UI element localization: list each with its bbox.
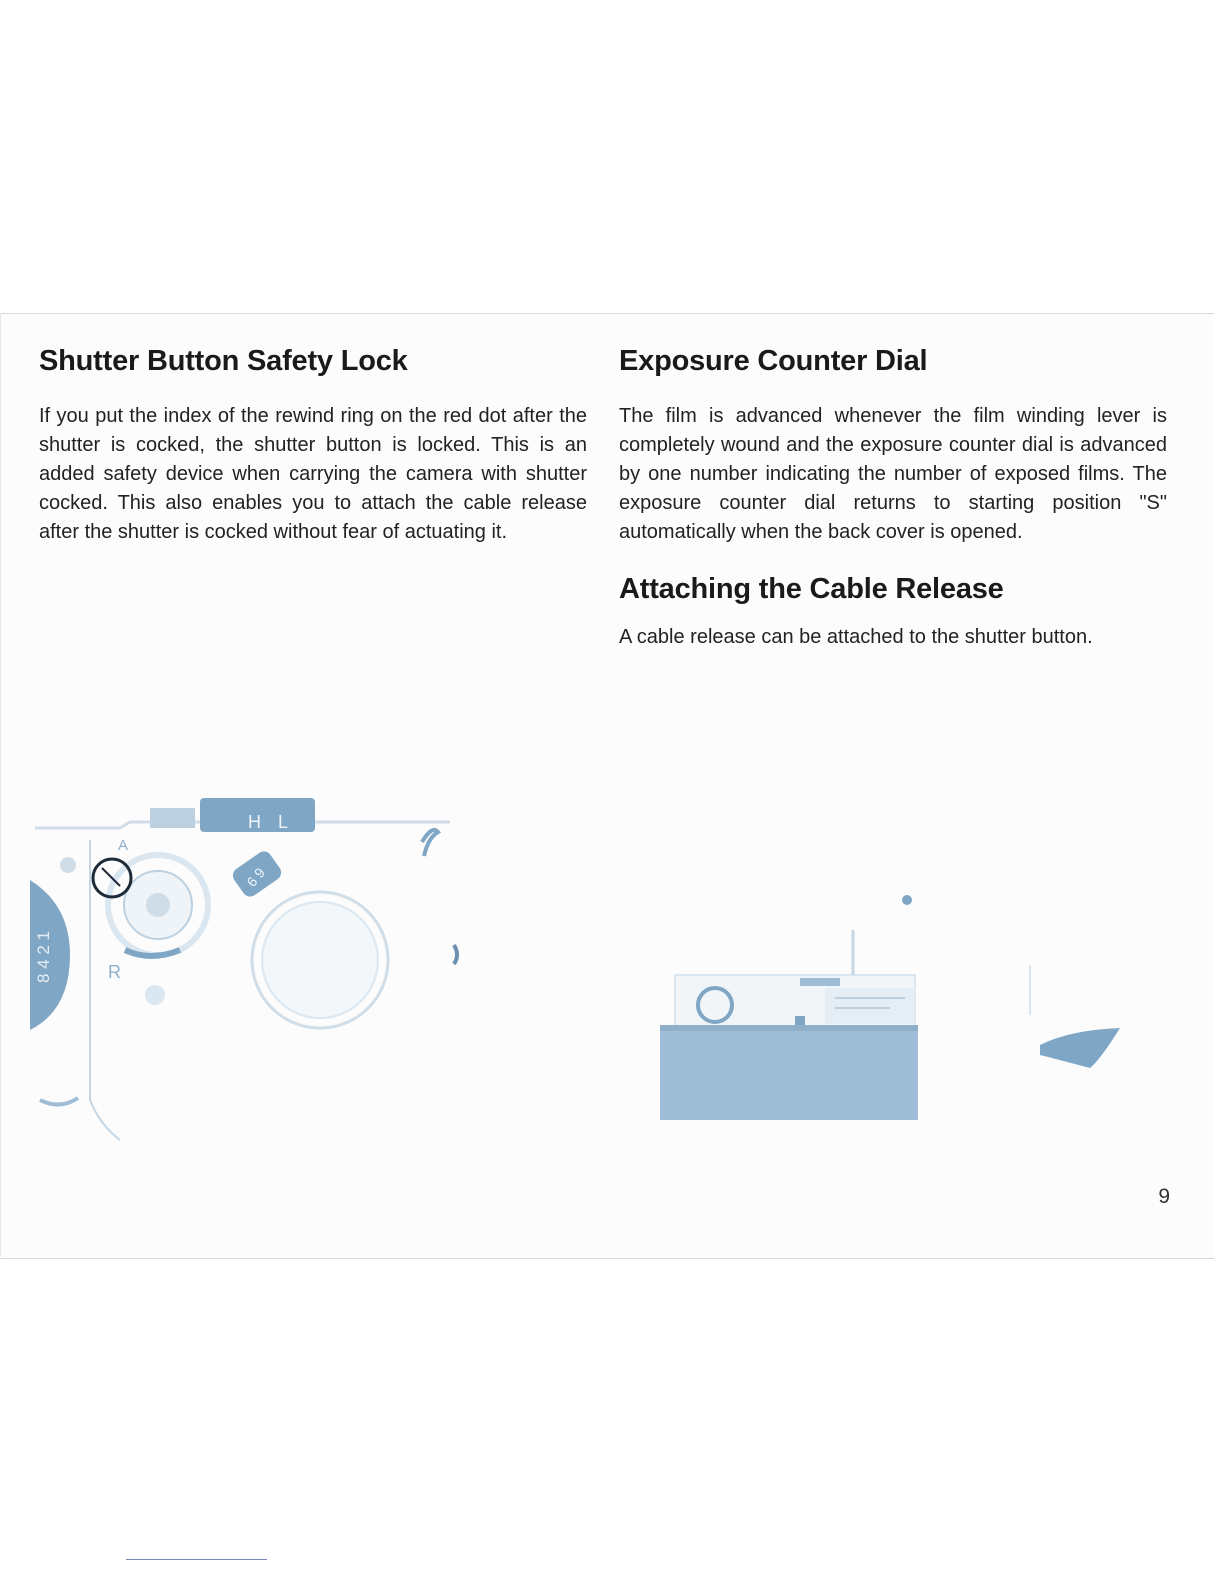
speed-dial-l: L — [278, 812, 289, 832]
right-column — [619, 341, 1167, 652]
camera-body-photo — [620, 870, 1140, 1130]
left-column — [39, 341, 587, 547]
exposure-counter-heading: Exposure Counter Dial — [619, 345, 928, 377]
shutter-lock-text: If you put the index of the rewind ring on the red dot after the shutter is cocked, the shutter button is locked. This is an added safety device when carrying the camera with shutter cocked. This also enables you to attach the cable release after the shutter is cocked without fear of actuating it. — [39, 405, 587, 543]
camera-top-photo — [30, 780, 490, 1150]
rewind-mark-a: A — [118, 837, 129, 854]
counter-dial-text: 6 9 — [243, 864, 269, 890]
page-edge — [0, 313, 1, 1257]
rewind-mark-r: R — [108, 962, 121, 982]
cable-release-text: A cable release can be attached to the shutter button. — [619, 626, 1093, 648]
exposure-counter-text: The film is advanced whenever the film winding lever is completely wound and the exposure counter dial is advanced by one number indicating the number of exposed films. The exposure counter dial returns to starting position "S" automatically when the back cover is opened. — [619, 405, 1167, 543]
side-dial-numbers: 8 4 2 1 — [34, 931, 53, 983]
page-number: 9 — [1158, 1185, 1170, 1208]
cable-release-heading: Attaching the Cable Release — [619, 573, 1004, 605]
speed-dial-h: H — [248, 812, 261, 832]
bottom-rule — [126, 1559, 267, 1560]
shutter-lock-heading: Shutter Button Safety Lock — [39, 345, 408, 377]
